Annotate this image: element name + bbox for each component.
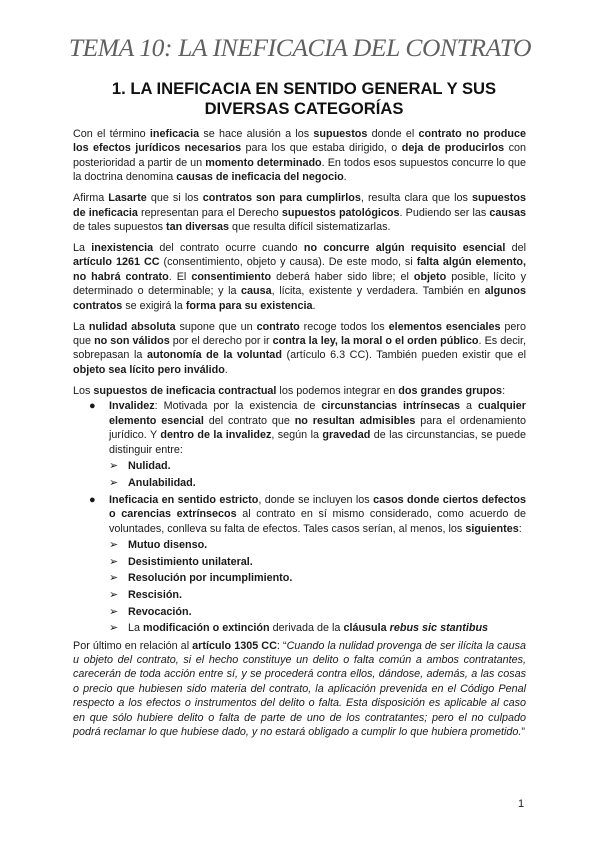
document-body bbox=[73, 127, 526, 746]
section-heading: 1. LA INEFICACIA EN SENTIDO GENERAL Y SUS DIVERSAS CATEGORÍAS bbox=[111, 79, 497, 118]
list-item: ➢ La modificación o extinción derivada de la cláusula rebus sic stantibus bbox=[109, 622, 489, 635]
ineficacia-sublist bbox=[109, 538, 526, 635]
arrow-icon: ➢ bbox=[109, 459, 119, 472]
list-item-invalidez: ● Invalidez: Motivada por la existencia de circunstancias intrínsecas a cualquier elemento esencial del contrato que no resultan admisibles para el ordenamiento jurídico. Y dentro de la invalidez, según la gravedad de las circunstancias, se puede distinguir entre: ➢ Nulidad. ➢ Anulabilidad. bbox=[89, 400, 526, 489]
arrow-icon: ➢ bbox=[109, 555, 119, 568]
list-item: ➢ Revocación. bbox=[109, 605, 192, 618]
bullet-icon: ● bbox=[89, 493, 96, 506]
list-item: ➢ Rescisión. bbox=[109, 588, 183, 601]
list-item: ➢ Anulabilidad. bbox=[109, 476, 196, 489]
invalidez-sublist bbox=[109, 459, 526, 490]
paragraph-nulidad: La nulidad absoluta supone que un contrato recoge todos los elementos esenciales pero que no son válidos por el derecho por ir contra la ley, la moral o el orden público. Es decir, sobrepasan la autonomía de la voluntad (artículo 6.3 CC). También pueden existir que el objeto sea lícito pero inválido. bbox=[73, 320, 527, 376]
arrow-icon: ➢ bbox=[109, 588, 119, 601]
paragraph-articulo-1305: Por último en relación al artículo 1305 CC: “Cuando la nulidad provenga de ser ilícita la causa u objeto del contrato, si el hecho constituye un delito o falta común a ambos contratantes, carecerán de toda acción entre sí, y se procederá contra ellos, dándose, además, a las cosas o precio que hubiesen sido materia del contrato, la aplicación prevenida en el Código Penal respecto a los efectos o instrumentos del delito o falta. Esta disposición es aplicable al caso en que sólo hubiere delito o falta de parte de uno de los contratantes; pero el no culpado podrá reclamar lo que hubiese dado, y no estará obligado a cumplir lo que hubiera prometido.” bbox=[73, 639, 526, 738]
list-item: ➢ Resolución por incumplimiento. bbox=[109, 572, 293, 585]
paragraph-supuestos: Los supuestos de ineficacia contractual los podemos integrar en dos grandes grupos: bbox=[73, 384, 506, 397]
arrow-icon: ➢ bbox=[109, 605, 119, 618]
chapter-title: TEMA 10: LA INEFICACIA DEL CONTRATO bbox=[68, 33, 532, 62]
list-item-ineficacia-estricta: ● Ineficacia en sentido estricto, donde se incluyen los casos donde ciertos defectos o carencias extrínsecos al contrato en sí mismo considerado, como acuerdo de voluntades, conlleva su falta de efectos. Tales casos serían, al menos, los siguientes: ➢ Mutuo disenso. ➢ Desistimiento unilateral. ➢ Resolución por incumplimiento. ➢ Rescisión. ➢ Revocación. ➢ La modificación o extinción derivada de la cláusula rebus sic stantibus bbox=[89, 493, 526, 635]
arrow-icon: ➢ bbox=[109, 622, 119, 635]
groups-list bbox=[73, 399, 526, 635]
arrow-icon: ➢ bbox=[109, 572, 119, 585]
arrow-icon: ➢ bbox=[109, 476, 119, 489]
bullet-icon: ● bbox=[89, 400, 96, 413]
list-item: ➢ Desistimiento unilateral. bbox=[109, 555, 253, 568]
list-item: ➢ Mutuo disenso. bbox=[109, 539, 208, 552]
paragraph-lasarte: Afirma Lasarte que si los contratos son para cumplirlos, resulta clara que los supuestos de ineficacia representan para el Derecho supuestos patológicos. Pudiendo ser las causas de tales supuestos tan diversas que resulta difícil sistematizarlas. bbox=[73, 192, 526, 234]
paragraph-inexistencia: La inexistencia del contrato ocurre cuando no concurre algún requisito esencial del artículo 1261 CC (consentimiento, objeto y causa). De este modo, si falta algún elemento, no habrá contrato. El consentimiento deberá haber sido libre; el objeto posible, lícito y determinado o determinable; y la causa, lícita, existente y verdadera. También en algunos contratos se exigirá la forma para su existencia. bbox=[73, 242, 527, 312]
arrow-icon: ➢ bbox=[109, 539, 119, 552]
list-item: ➢ Nulidad. bbox=[109, 459, 171, 472]
paragraph-ineficacia: Con el término ineficacia se hace alusión a los supuestos donde el contrato no produce los efectos jurídicos necesarios para los que estaba dirigido, o deja de producirlos con posterioridad a partir de un momento determinado. En todos esos supuestos concurre lo que la doctrina denomina causas de ineficacia del negocio. bbox=[73, 128, 527, 184]
page-number: 1 bbox=[518, 798, 525, 810]
